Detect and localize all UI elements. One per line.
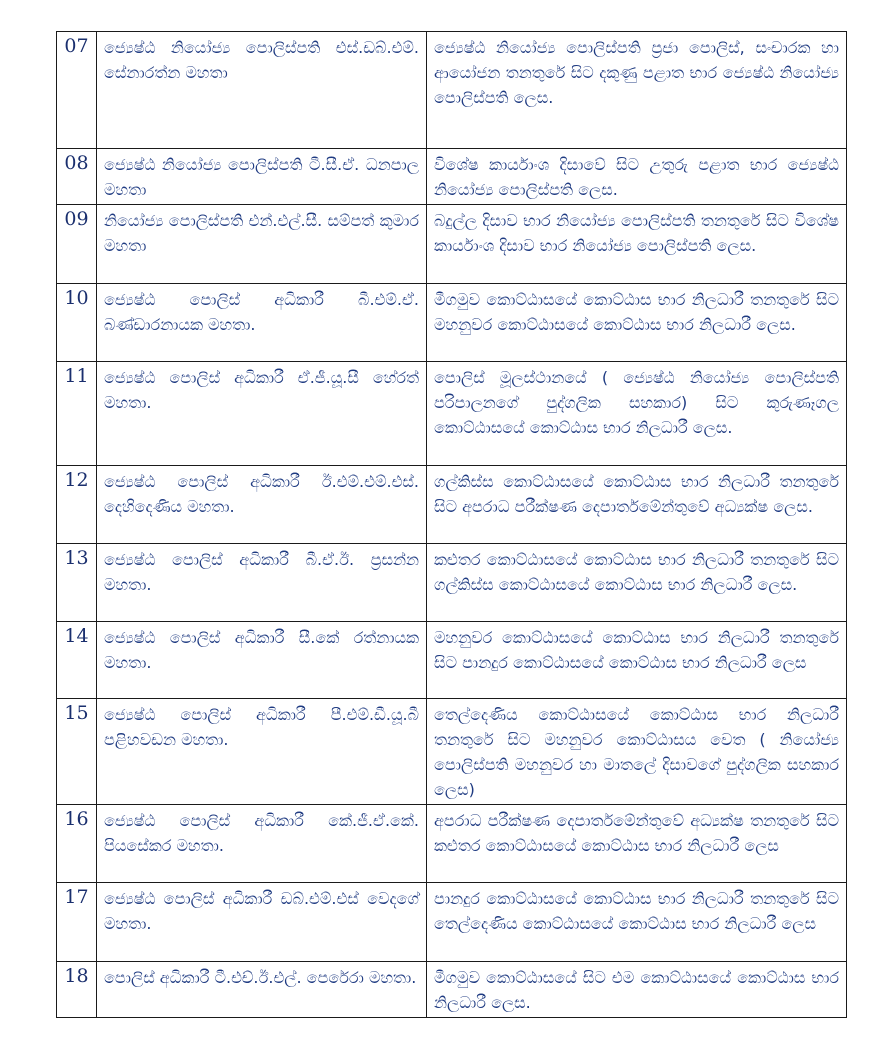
new-position: තෙල්දෙණිය කොට්ඨාසයේ කොට්ඨාස භාර නිලධාරී තනතුරේ සිට මහනුවර කොට්ඨාසය වෙත ( නියෝජ්‍ය පොලිස්පති මහනුවර හා මාතලේ දිසාවගේ පුද්ගලික සහකාර ලෙස) <box>427 699 847 805</box>
officer-name: ජ්‍යෙෂ්ඨ පොලිස් අධිකාරී බී.ඒ.ඊ. ප්‍රසන්න මහතා. <box>97 544 427 622</box>
row-number: 17 <box>57 883 97 962</box>
new-position: කළුතර කොට්ඨාසයේ කොට්ඨාස භාර නිලධාරී තනතුරේ සිට ගල්කිස්ස කොට්ඨාසයේ කොට්ඨාස භාර නිලධාරී ලෙස. <box>427 544 847 622</box>
officer-name: ජ්‍යෙෂ්ඨ පොලිස් අධිකාරී පී.එම්.ඩී.යූ.බී පළිහවඩන මහතා. <box>97 699 427 805</box>
table-row <box>57 544 847 622</box>
table-row <box>57 466 847 544</box>
officer-name: පොලිස් අධිකාරී ටී.එච්.ඊ.එල්. පෙරේරා මහතා. <box>97 962 427 1018</box>
table-row <box>57 362 847 466</box>
row-number: 09 <box>57 205 97 284</box>
officer-name: ජ්‍යෙෂ්ඨ පොලිස් අධිකාරී ඊ.එම්.එම්.එස්. දෙහිදෙණිය මහතා. <box>97 466 427 544</box>
table-row <box>57 32 847 149</box>
new-position: අපරාධ පරීක්ෂණ දෙපාර්තමේන්තුවේ අධ්‍යක්ෂ තනතුරේ සිට කළුතර කොට්ඨාසයේ කොට්ඨාස භාර නිලධාරී ලෙස <box>427 805 847 883</box>
officer-name: ජ්‍යෙෂ්ඨ නියෝජ්‍ය පොලිස්පති ටී.සී.ඒ. ධනපාල මහතා <box>97 149 427 205</box>
new-position: විශේෂ කාර්යාංශ දිසාවේ සිට උතුරු පළාත භාර ජ්‍යෙෂ්ඨ නියෝජ්‍ය පොලිස්පති ලෙස. <box>427 149 847 205</box>
new-position: ජ්‍යෙෂ්ඨ නියෝජ්‍ය පොලිස්පති ප්‍රජා පොලිස්, සංචාරක හා ආයෝජන තනතුරේ සිට දකුණු පළාත භාර ජ්‍යෙෂ්ඨ නියෝජ්‍ය පොලිස්පති ලෙස. <box>427 32 847 149</box>
table-row <box>57 622 847 699</box>
new-position: පානදුර කොට්ඨාසයේ කොට්ඨාස භාර නිලධාරී තනතුරේ සිට තෙල්දෙණිය කොට්ඨාසයේ කොට්ඨාස භාර නිලධාරී ලෙස <box>427 883 847 962</box>
table-row <box>57 699 847 805</box>
officer-transfer-table <box>56 31 847 1018</box>
row-number: 16 <box>57 805 97 883</box>
table-row <box>57 883 847 962</box>
row-number: 15 <box>57 699 97 805</box>
row-number: 11 <box>57 362 97 466</box>
officer-name: ජ්‍යෙෂ්ඨ පොලිස් අධිකාරී සී.කේ රත්නායක මහතා. <box>97 622 427 699</box>
row-number: 14 <box>57 622 97 699</box>
new-position: මීගමුව කොට්ඨාසයේ කොට්ඨාස භාර නිලධාරී තනතුරේ සිට මහනුවර කොට්ඨාසයේ කොට්ඨාස භාර නිලධාරී ලෙස. <box>427 284 847 362</box>
table-row <box>57 805 847 883</box>
new-position: මහනුවර කොට්ඨාසයේ කොට්ඨාස භාර නිලධාරී තනතුරේ සිට පානදුර කොට්ඨාසයේ කොට්ඨාස භාර නිලධාරී ලෙස <box>427 622 847 699</box>
new-position: මීගමුව කොට්ඨාසයේ සිට එම කොට්ඨාසයේ කොට්ඨාස භාර නිලධාරී ලෙස. <box>427 962 847 1018</box>
table-row <box>57 284 847 362</box>
row-number: 08 <box>57 149 97 205</box>
row-number: 10 <box>57 284 97 362</box>
new-position: බදුල්ල දිසාව භාර නියෝජ්‍ය පොලිස්පති තනතුරේ සිට විශේෂ කාර්යාංශ දිසාව භාර නියෝජ්‍ය පොලිස්පති ලෙස. <box>427 205 847 284</box>
new-position: ගල්කිස්ස කොට්ඨාසයේ කොට්ඨාස භාර නිලධාරී තනතුරේ සිට අපරාධ පරීක්ෂණ දෙපාර්තමේන්තුවේ අධ්‍යක්ෂ ලෙස. <box>427 466 847 544</box>
officer-name: ජ්‍යෙෂ්ඨ පොලිස් අධිකාරී ඩබ්.එම්.එස් වෙදගේ මහතා. <box>97 883 427 962</box>
officer-name: නියෝජ්‍ය පොලිස්පති එන්.එල්.සී. සම්පත් කුමාර මහතා <box>97 205 427 284</box>
table-row <box>57 149 847 205</box>
new-position: පොලිස් මූලස්ථානයේ ( ජ්‍යෙෂ්ඨ නියෝජ්‍ය පොලිස්පති පරිපාලනගේ පුද්ගලික සහකාර) සිට කුරුණෑගල කොට්ඨාසයේ කොට්ඨාස භාර නිලධාරී ලෙස. <box>427 362 847 466</box>
row-number: 18 <box>57 962 97 1018</box>
officer-name: ජ්‍යෙෂ්ඨ පොලිස් අධිකාරී ඒ.ජී.යූ.සී හේරත් මහතා. <box>97 362 427 466</box>
table-body <box>57 32 847 1018</box>
officer-name: ජ්‍යෙෂ්ඨ පොලිස් අධිකාරී කේ.ජී.ඒ.කේ. පියසේකර මහතා. <box>97 805 427 883</box>
table-row <box>57 962 847 1018</box>
table-row <box>57 205 847 284</box>
row-number: 13 <box>57 544 97 622</box>
row-number: 07 <box>57 32 97 149</box>
row-number: 12 <box>57 466 97 544</box>
officer-name: ජ්‍යෙෂ්ඨ පොලිස් අධිකාරී බී.එම්.ඒ. බණ්ඩාරනායක මහතා. <box>97 284 427 362</box>
officer-name: ජ්‍යෙෂ්ඨ නියෝජ්‍ය පොලිස්පති එස්.ඩබ්.එම්. සේනාරත්න මහතා <box>97 32 427 149</box>
